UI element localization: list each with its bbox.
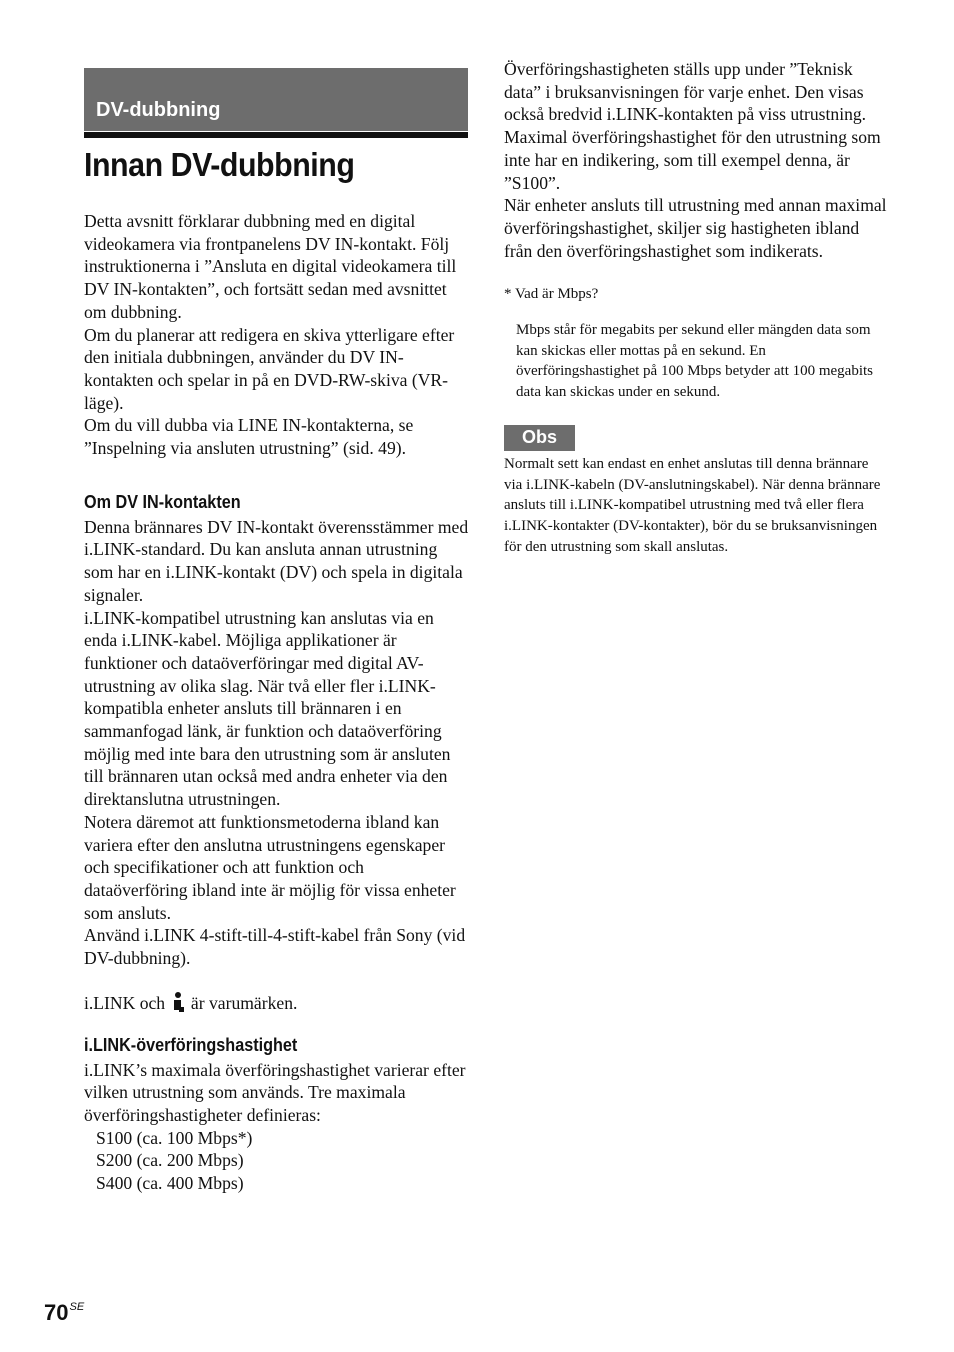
dv-text bbox=[84, 516, 470, 970]
page-number-suffix: SE bbox=[69, 1301, 85, 1313]
section-label: DV-dubbning bbox=[96, 99, 221, 121]
speed-note-paragraph: När enheter ansluts till utrustning med annan maximal överföringshastighet, skiljer sig hastigheten ibland från den överföringshastighet som indikerats. bbox=[504, 195, 887, 261]
intro-paragraph: Om du vill dubba via LINE IN-kontakterna, se ”Inspelning via ansluten utrustning” (sid. 49). bbox=[84, 415, 414, 459]
footnote bbox=[504, 284, 890, 402]
dv-heading: Om DV IN-kontakten bbox=[84, 491, 241, 512]
speed-intro: i.LINK’s maximala överföringshastighet varierar efter vilken utrustning som används. Tre maximala överföringshastigheter definieras: bbox=[84, 1059, 466, 1125]
section-rule bbox=[84, 132, 468, 138]
intro-paragraph: Om du planerar att redigera en skiva ytterligare efter den initiala dubbningen, använder du DV IN-kontakten och spelar in på en DVD-RW-skiva (VR-läge). bbox=[84, 324, 455, 413]
speed-item: S200 (ca. 200 Mbps) bbox=[96, 1150, 244, 1171]
dv-paragraph: Notera däremot att funktionsmetoderna ibland kan variera efter den anslutna utrustningens egenskaper och specifikationer och att funktion och dataöverföring ibland inte är möjlig för vissa enheter som ansluts. bbox=[84, 811, 456, 923]
page-number bbox=[44, 1300, 84, 1326]
page-number-value: 70 bbox=[44, 1300, 69, 1325]
obs-badge: Obs bbox=[504, 425, 575, 451]
section-header-bar bbox=[84, 68, 468, 131]
speed-item: S100 (ca. 100 Mbps*) bbox=[96, 1127, 253, 1148]
speed-notes bbox=[504, 58, 890, 262]
trademark-line bbox=[84, 992, 470, 1015]
trademark-text-before: i.LINK och bbox=[84, 992, 166, 1013]
speed-note-paragraph: Överföringshastigheten ställs upp under ”Teknisk data” i bruksanvisningen för varje enhet. Den visas också bredvid i.LINK-kontakten på viss utrustning. bbox=[504, 59, 867, 125]
speed-text bbox=[84, 1059, 470, 1195]
intro-text bbox=[84, 210, 470, 460]
speed-note-paragraph: Maximal överföringshastighet för den utrustning som inte har en indikering, som till exempel denna, är ”S100”. bbox=[504, 127, 881, 193]
dv-paragraph: Använd i.LINK 4-stift-till-4-stift-kabel från Sony (vid DV-dubbning). bbox=[84, 925, 466, 969]
dv-paragraph: Denna brännares DV IN-kontakt överensstämmer med i.LINK-standard. Du kan ansluta annan utrustning som har en i.LINK-kontakt (DV) och spela in digitala signaler. bbox=[84, 516, 469, 605]
ilink-logo-icon bbox=[173, 992, 183, 1012]
obs-text: Normalt sett kan endast en enhet anslutas till denna brännare via i.LINK-kabeln (DV-anslutningskabel). När denna brännare ansluts till i.LINK-kompatibel utrustning med två eller flera i.LINK-kontakter (DV-kontakter), bör du se bruksanvisningen för den utrustning som skall anslutas. bbox=[504, 456, 881, 555]
obs-box bbox=[504, 425, 890, 451]
intro-paragraph: Detta avsnitt förklarar dubbning med en digital videokamera via frontpanelens DV IN-kontakt. Följ instruktionerna i ”Ansluta en digital videokamera till DV IN-kontakten”, och fortsätt sedan med avsnittet om dubbning. bbox=[84, 211, 457, 322]
speed-item: S400 (ca. 400 Mbps) bbox=[96, 1173, 244, 1194]
dv-paragraph: i.LINK-kompatibel utrustning kan anslutas via en enda i.LINK-kabel. Möjliga applikationer är funktioner och dataöverföringar med digital AV-utrustning av olika slag. När två eller fler i.LINK-kompatibla enheter ansluts till brännaren i en sammanfogad länk, är funktion och dataöverföring möjlig med inte bara den utrustning som är ansluten till brännaren utan också med andra enheter via den direktanslutna utrustningen. bbox=[84, 607, 451, 810]
page-title: Innan DV-dubbning bbox=[84, 146, 355, 183]
right-column bbox=[504, 58, 890, 557]
left-column bbox=[84, 210, 470, 1195]
speed-heading: i.LINK-överföringshastighet bbox=[84, 1034, 298, 1055]
footnote-answer: Mbps står för megabits per sekund eller mängden data som kan skickas eller mottas på en sekund. En överföringshastighet på 100 Mbps betyder att 100 megabits data kan skickas under en sekund. bbox=[516, 321, 874, 400]
footnote-question: * Vad är Mbps? bbox=[504, 286, 599, 303]
trademark-text-after: är varumärken. bbox=[190, 992, 298, 1013]
